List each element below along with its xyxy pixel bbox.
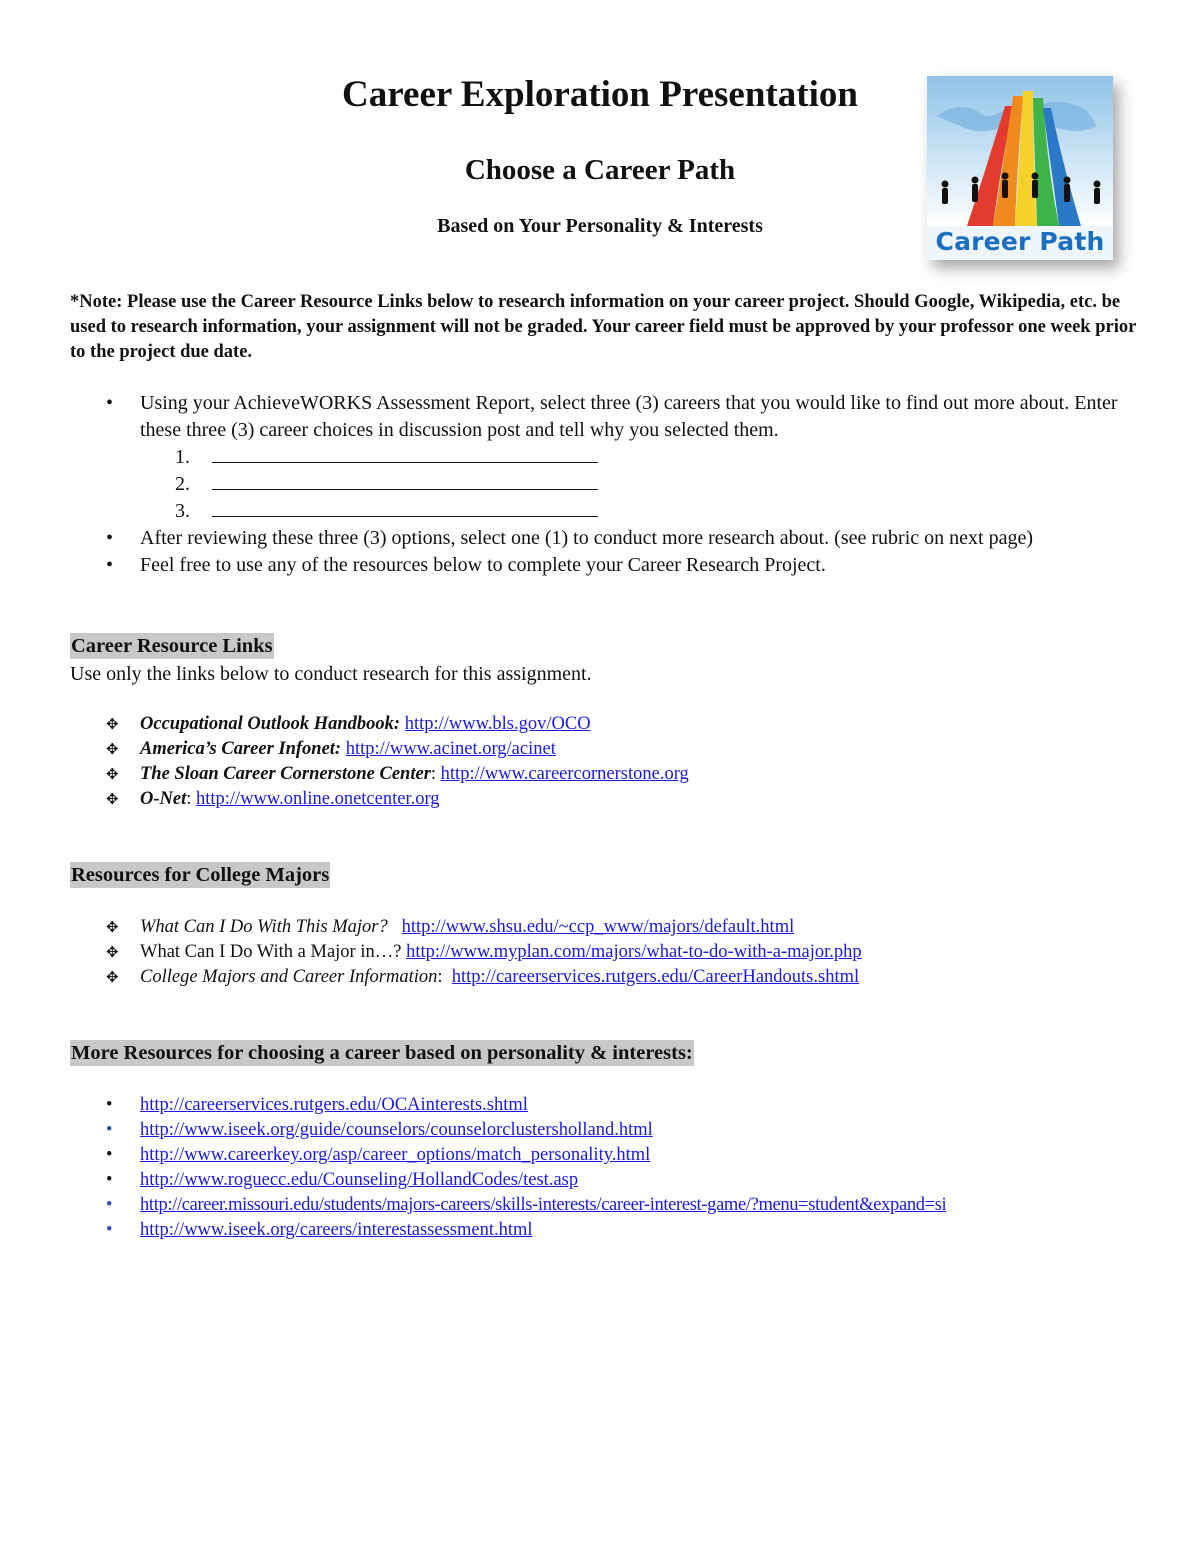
instruction-item <box>70 552 1140 579</box>
link-label: O-Net <box>140 789 187 809</box>
career-links-intro: Use only the links below to conduct research for this assignment. <box>70 663 592 685</box>
instruction-text: Feel free to use any of the resources below to complete your Career Research Project. <box>140 554 826 576</box>
more-resource-link[interactable]: http://career.missouri.edu/students/majors-careers/skills-interests/career-interest-game/?menu=student&expand=si <box>140 1195 947 1215</box>
more-resources-list <box>70 1093 946 1243</box>
career-link[interactable]: http://www.careercornerstone.org <box>440 764 689 784</box>
career-link-item: ✥ The Sloan Career Cornerstone Center: http://www.careercornerstone.org <box>70 762 689 787</box>
more-resource-item <box>70 1168 946 1193</box>
link-label: The Sloan Career Cornerstone Center <box>140 764 431 784</box>
diamond-bullet-icon: ✥ <box>106 968 119 986</box>
more-resource-item <box>70 1218 946 1243</box>
bullet-icon: • <box>106 1145 113 1165</box>
career-path-illustration <box>927 76 1113 226</box>
more-resource-link[interactable]: http://www.roguecc.edu/Counseling/HollandCodes/test.asp <box>140 1170 579 1190</box>
more-resource-link[interactable]: http://careerservices.rutgers.edu/OCAinterests.shtml <box>140 1095 528 1115</box>
more-resource-link[interactable]: http://www.iseek.org/careers/interestassessment.html <box>140 1220 533 1240</box>
choice-number: 3. <box>175 500 190 522</box>
career-link[interactable]: http://www.acinet.org/acinet <box>345 739 556 759</box>
more-resource-item <box>70 1093 946 1118</box>
majors-link[interactable]: http://careerservices.rutgers.edu/CareerHandouts.shtml <box>451 967 860 987</box>
logo-caption: Career Path <box>935 227 1105 256</box>
more-resource-item <box>70 1193 946 1218</box>
more-resource-item <box>70 1118 946 1143</box>
more-resource-link[interactable]: http://www.careerkey.org/asp/career_options/match_personality.html <box>140 1145 651 1165</box>
page-subtitle: Choose a Career Path <box>464 154 736 186</box>
career-choice-list <box>140 444 1140 525</box>
bullet-icon: • <box>106 1220 113 1240</box>
career-link-item <box>70 737 689 762</box>
career-links-heading: Career Resource Links <box>71 635 273 657</box>
career-link-item <box>70 712 689 737</box>
career-link-item: ✥ O-Net: http://www.online.onetcenter.org <box>70 787 689 812</box>
instruction-item <box>70 525 1140 552</box>
blank-line <box>212 444 598 463</box>
page-subheading: Based on Your Personality & Interests <box>437 215 763 237</box>
majors-link[interactable]: http://www.myplan.com/majors/what-to-do-with-a-major.php <box>406 942 862 962</box>
bullet-icon: • <box>106 1195 113 1215</box>
diamond-bullet-icon: ✥ <box>106 790 119 808</box>
career-choice-blank[interactable] <box>140 498 1140 525</box>
link-label: What Can I Do With a Major in…? <box>140 942 402 962</box>
blank-line <box>212 498 598 517</box>
link-label: Occupational Outlook Handbook: <box>140 714 401 734</box>
bullet-icon: • <box>106 1120 113 1140</box>
more-resource-link[interactable]: http://www.iseek.org/guide/counselors/counselorclustersholland.html <box>140 1120 653 1140</box>
majors-link-item <box>70 940 862 965</box>
bullet-icon: • <box>106 1095 113 1115</box>
diamond-bullet-icon: ✥ <box>106 943 119 961</box>
majors-list <box>70 915 862 990</box>
choice-number: 2. <box>175 473 190 495</box>
note-paragraph: *Note: Please use the Career Resource Links below to research information on your career project. Should Google, Wikipedia, etc. be used to research information, your assignment will not be graded. Your career field must be approved by your professor one week prior to the project due date. <box>70 292 1136 362</box>
link-label: College Majors and Career Information <box>140 967 438 987</box>
link-label: America’s Career Infonet: <box>140 739 342 759</box>
bullet-icon: • <box>106 1170 113 1190</box>
majors-heading: Resources for College Majors <box>71 864 330 886</box>
blank-line <box>212 471 598 490</box>
majors-link-item <box>70 915 862 940</box>
instruction-item <box>70 390 1140 525</box>
career-choice-blank[interactable] <box>140 471 1140 498</box>
page-title: Career Exploration Presentation <box>342 74 858 115</box>
instruction-text: After reviewing these three (3) options, select one (1) to conduct more research about. (see rubric on next page) <box>140 527 1033 549</box>
choice-number: 1. <box>175 446 190 468</box>
link-label: What Can I Do With This Major? <box>140 917 388 937</box>
bullet-icon: • <box>106 554 114 576</box>
more-resources-heading: More Resources for choosing a career based on personality & interests: <box>71 1042 693 1064</box>
career-link[interactable]: http://www.online.onetcenter.org <box>196 789 440 809</box>
instruction-text: Using your AchieveWORKS Assessment Report, select three (3) careers that you would like to find out more about. Enter these three (3) career choices in discussion post and tell why you selected them. <box>140 392 1118 441</box>
majors-link-item: ✥ College Majors and Career Information: http://careerservices.rutgers.edu/CareerHandouts.shtml <box>70 965 862 990</box>
career-path-logo <box>927 76 1113 260</box>
more-resource-item <box>70 1143 946 1168</box>
career-links-list <box>70 712 689 812</box>
bullet-icon: • <box>106 392 114 414</box>
diamond-bullet-icon: ✥ <box>106 765 119 783</box>
bullet-icon: • <box>106 527 114 549</box>
diamond-bullet-icon: ✥ <box>106 918 119 936</box>
majors-link[interactable]: http://www.shsu.edu/~ccp_www/majors/default.html <box>401 917 795 937</box>
career-choice-blank[interactable] <box>140 444 1140 471</box>
diamond-bullet-icon: ✥ <box>106 715 119 733</box>
career-link[interactable]: http://www.bls.gov/OCO <box>404 714 591 734</box>
instruction-list <box>70 390 1140 579</box>
diamond-bullet-icon: ✥ <box>106 740 119 758</box>
